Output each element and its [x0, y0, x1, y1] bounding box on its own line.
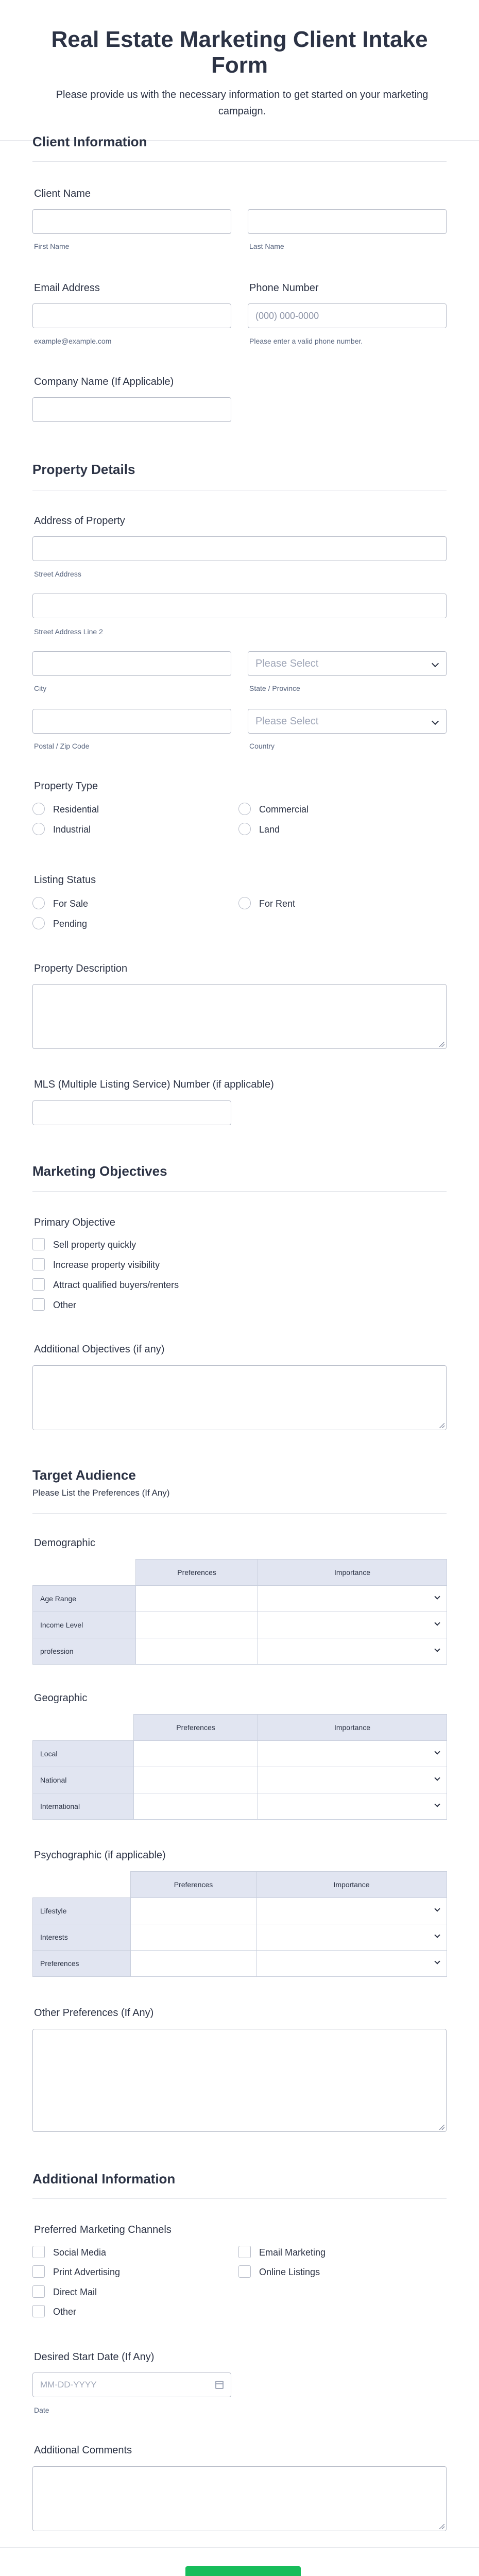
checkbox-box[interactable] [32, 2265, 45, 2278]
checkbox-online-listings[interactable] [238, 2265, 320, 2279]
importance-select[interactable] [258, 1741, 447, 1767]
chevron-down-icon [434, 1594, 440, 1599]
chevron-down-icon [434, 1775, 440, 1781]
checkbox-direct-mail[interactable] [32, 2285, 97, 2299]
chevron-down-icon [432, 718, 439, 725]
demographic-matrix [32, 1559, 447, 1665]
checkbox-label: Email Marketing [259, 2247, 326, 2258]
form-subtitle: Please provide us with the necessary information to get started on your marketing campaign. [56, 89, 429, 117]
checkbox-print-advertising[interactable] [32, 2265, 120, 2279]
checkbox-label: Direct Mail [53, 2287, 97, 2297]
preferences-input[interactable] [136, 1586, 258, 1612]
section-divider [32, 2198, 447, 2199]
first-name-input[interactable] [32, 209, 231, 234]
row-header-interests: Interests [33, 1924, 131, 1951]
row-header-international: International [33, 1793, 134, 1820]
radio-circle[interactable] [32, 917, 45, 929]
country-select[interactable] [248, 709, 447, 734]
section-title-client-information: Client Information [32, 134, 147, 149]
preferences-input[interactable] [134, 1793, 258, 1820]
date-placeholder: MM-DD-YYYY [40, 2380, 97, 2389]
company-label: Company Name (If Applicable) [34, 376, 174, 387]
radio-label: Land [259, 824, 280, 835]
email-label: Email Address [34, 282, 100, 294]
chevron-down-icon [432, 660, 439, 667]
state-sublabel: State / Province [249, 684, 300, 692]
preferences-input[interactable] [134, 1767, 258, 1793]
submit-button[interactable] [185, 2566, 301, 2576]
checkbox-box[interactable] [32, 2285, 45, 2298]
importance-select[interactable] [256, 1924, 447, 1951]
property-description-label: Property Description [34, 963, 128, 974]
geographic-matrix [32, 1714, 447, 1820]
state-select-placeholder: Please Select [255, 658, 319, 669]
preferences-input[interactable] [134, 1741, 258, 1767]
column-header-preferences: Preferences [131, 1872, 256, 1898]
mls-number-label: MLS (Multiple Listing Service) Number (if applicable) [34, 1079, 274, 1090]
checkbox-box[interactable] [32, 1278, 45, 1291]
street-address-input[interactable] [32, 536, 447, 561]
radio-land[interactable] [238, 823, 280, 836]
chevron-down-icon [434, 1801, 440, 1807]
radio-label: Industrial [53, 824, 91, 835]
section-divider [32, 1191, 447, 1192]
checkbox-box[interactable] [32, 2305, 45, 2317]
email-input[interactable] [32, 303, 231, 328]
radio-label: Residential [53, 804, 99, 815]
importance-select[interactable] [258, 1793, 447, 1820]
chevron-down-icon [434, 1749, 440, 1754]
checkbox-label: Other [53, 1300, 77, 1310]
radio-circle[interactable] [238, 897, 251, 909]
checkbox-label: Attract qualified buyers/renters [53, 1280, 179, 1290]
matrix-corner [33, 1560, 136, 1586]
preferences-input[interactable] [136, 1612, 258, 1638]
resize-grip-icon[interactable] [439, 2524, 444, 2529]
radio-label: For Sale [53, 899, 89, 909]
row-header-preferences: Preferences [33, 1951, 131, 1977]
marketing-channels-label: Preferred Marketing Channels [34, 2224, 172, 2235]
checkbox-label: Online Listings [259, 2267, 320, 2277]
radio-for-sale[interactable] [32, 897, 88, 910]
demographic-label: Demographic [34, 1537, 95, 1549]
radio-circle[interactable] [238, 823, 251, 835]
column-header-importance: Importance [258, 1560, 447, 1586]
row-header-income-level: Income Level [33, 1612, 136, 1638]
first-name-sublabel: First Name [34, 242, 70, 250]
section-title-additional-information: Additional Information [32, 2171, 176, 2187]
checkbox-objective-other[interactable] [32, 1298, 76, 1312]
property-type-label: Property Type [34, 781, 98, 792]
additional-comments-textarea[interactable] [32, 2466, 447, 2531]
importance-select[interactable] [258, 1767, 447, 1793]
last-name-sublabel: Last Name [249, 242, 284, 250]
radio-circle[interactable] [238, 803, 251, 815]
preferences-input[interactable] [131, 1924, 256, 1951]
row-header-national: National [33, 1767, 134, 1793]
client-name-label: Client Name [34, 188, 91, 199]
importance-select[interactable] [258, 1612, 447, 1638]
phone-sublabel: Please enter a valid phone number. [249, 337, 363, 345]
email-sublabel: example@example.com [34, 337, 112, 345]
checkbox-box[interactable] [32, 1238, 45, 1250]
start-date-label: Desired Start Date (If Any) [34, 2351, 155, 2363]
chevron-down-icon [434, 1620, 440, 1625]
country-sublabel: Country [249, 742, 275, 750]
checkbox-label: Social Media [53, 2247, 107, 2258]
importance-select[interactable] [258, 1586, 447, 1612]
column-header-importance: Importance [258, 1715, 447, 1741]
postal-code-input[interactable] [32, 709, 231, 734]
section-title-target-audience: Target Audience [32, 1467, 136, 1483]
checkbox-box[interactable] [32, 1258, 45, 1270]
checkbox-box[interactable] [32, 1298, 45, 1311]
checkbox-increase-visibility[interactable] [32, 1258, 160, 1272]
country-select-placeholder: Please Select [255, 716, 319, 727]
radio-circle[interactable] [32, 803, 45, 815]
radio-circle[interactable] [32, 823, 45, 835]
checkbox-channel-other[interactable] [32, 2305, 76, 2318]
checkbox-email-marketing[interactable] [238, 2246, 326, 2259]
start-date-input[interactable] [32, 2372, 231, 2397]
checkbox-box[interactable] [238, 2265, 251, 2278]
checkbox-label: Increase property visibility [53, 1260, 160, 1270]
additional-objectives-label: Additional Objectives (if any) [34, 1344, 165, 1355]
state-select[interactable] [248, 651, 447, 676]
preferences-input[interactable] [131, 1898, 256, 1924]
section-divider [32, 161, 447, 162]
checkbox-box[interactable] [32, 2246, 45, 2258]
resize-grip-icon[interactable] [439, 1423, 444, 1428]
row-header-lifestyle: Lifestyle [33, 1898, 131, 1924]
property-address-label: Address of Property [34, 515, 125, 527]
checkbox-label: Sell property quickly [53, 1240, 136, 1250]
chevron-down-icon [434, 1958, 440, 1964]
column-header-preferences: Preferences [134, 1715, 258, 1741]
checkbox-attract-buyers[interactable] [32, 1278, 179, 1292]
phone-label: Phone Number [249, 282, 319, 294]
street-address-sublabel: Street Address [34, 570, 81, 578]
property-description-textarea[interactable] [32, 984, 447, 1049]
row-header-profession: profession [33, 1638, 136, 1665]
city-input[interactable] [32, 651, 231, 676]
primary-objective-label: Primary Objective [34, 1217, 115, 1228]
date-sublabel: Date [34, 2406, 49, 2414]
radio-pending[interactable] [32, 917, 87, 930]
checkbox-sell-quickly[interactable] [32, 1238, 136, 1251]
phone-input[interactable]: (000) 000-0000 [248, 303, 447, 328]
street-address-line2-sublabel: Street Address Line 2 [34, 628, 103, 636]
listing-status-label: Listing Status [34, 874, 96, 886]
checkbox-label: Other [53, 2307, 77, 2317]
additional-objectives-textarea[interactable] [32, 1365, 447, 1430]
radio-label: For Rent [259, 899, 296, 909]
radio-industrial[interactable] [32, 823, 91, 836]
street-address-line2-input[interactable] [32, 594, 447, 618]
chevron-down-icon [434, 1906, 440, 1911]
postal-code-sublabel: Postal / Zip Code [34, 742, 90, 750]
chevron-down-icon [434, 1646, 440, 1652]
column-header-preferences: Preferences [136, 1560, 258, 1586]
matrix-corner [33, 1715, 134, 1741]
importance-select[interactable] [258, 1638, 447, 1665]
calendar-icon[interactable] [215, 2381, 224, 2389]
last-name-input[interactable] [248, 209, 447, 234]
chevron-down-icon [434, 1932, 440, 1938]
mls-number-input[interactable] [32, 1100, 231, 1125]
column-header-importance: Importance [256, 1872, 447, 1898]
radio-residential[interactable] [32, 803, 99, 816]
additional-comments-label: Additional Comments [34, 2445, 132, 2456]
radio-commercial[interactable] [238, 803, 309, 816]
radio-label: Pending [53, 919, 88, 929]
footer-divider [0, 2547, 479, 2548]
section-title-marketing-objectives: Marketing Objectives [32, 1163, 167, 1179]
importance-select[interactable] [256, 1951, 447, 1977]
form-title: Real Estate Marketing Client Intake Form [51, 27, 428, 78]
radio-for-rent[interactable] [238, 897, 295, 910]
section-subtitle-target-audience: Please List the Preferences (If Any) [32, 1488, 170, 1498]
preferences-input[interactable] [131, 1951, 256, 1977]
geographic-label: Geographic [34, 1692, 88, 1704]
other-preferences-textarea[interactable] [32, 2029, 447, 2132]
radio-circle[interactable] [32, 897, 45, 909]
section-title-property-details: Property Details [32, 462, 135, 477]
matrix-corner [33, 1872, 131, 1898]
city-sublabel: City [34, 684, 47, 692]
checkbox-label: Print Advertising [53, 2267, 121, 2277]
resize-grip-icon[interactable] [439, 2125, 444, 2130]
radio-label: Commercial [259, 804, 309, 815]
row-header-age-range: Age Range [33, 1586, 136, 1612]
section-divider [32, 1513, 447, 1514]
preferences-input[interactable] [136, 1638, 258, 1665]
importance-select[interactable] [256, 1898, 447, 1924]
form-header [0, 0, 479, 141]
psychographic-matrix [32, 1871, 447, 1977]
row-header-local: Local [33, 1741, 134, 1767]
checkbox-social-media[interactable] [32, 2246, 106, 2259]
resize-grip-icon[interactable] [439, 1042, 444, 1047]
psychographic-label: Psychographic (if applicable) [34, 1850, 166, 1861]
other-preferences-label: Other Preferences (If Any) [34, 2007, 154, 2019]
company-input[interactable] [32, 397, 231, 422]
checkbox-box[interactable] [238, 2246, 251, 2258]
